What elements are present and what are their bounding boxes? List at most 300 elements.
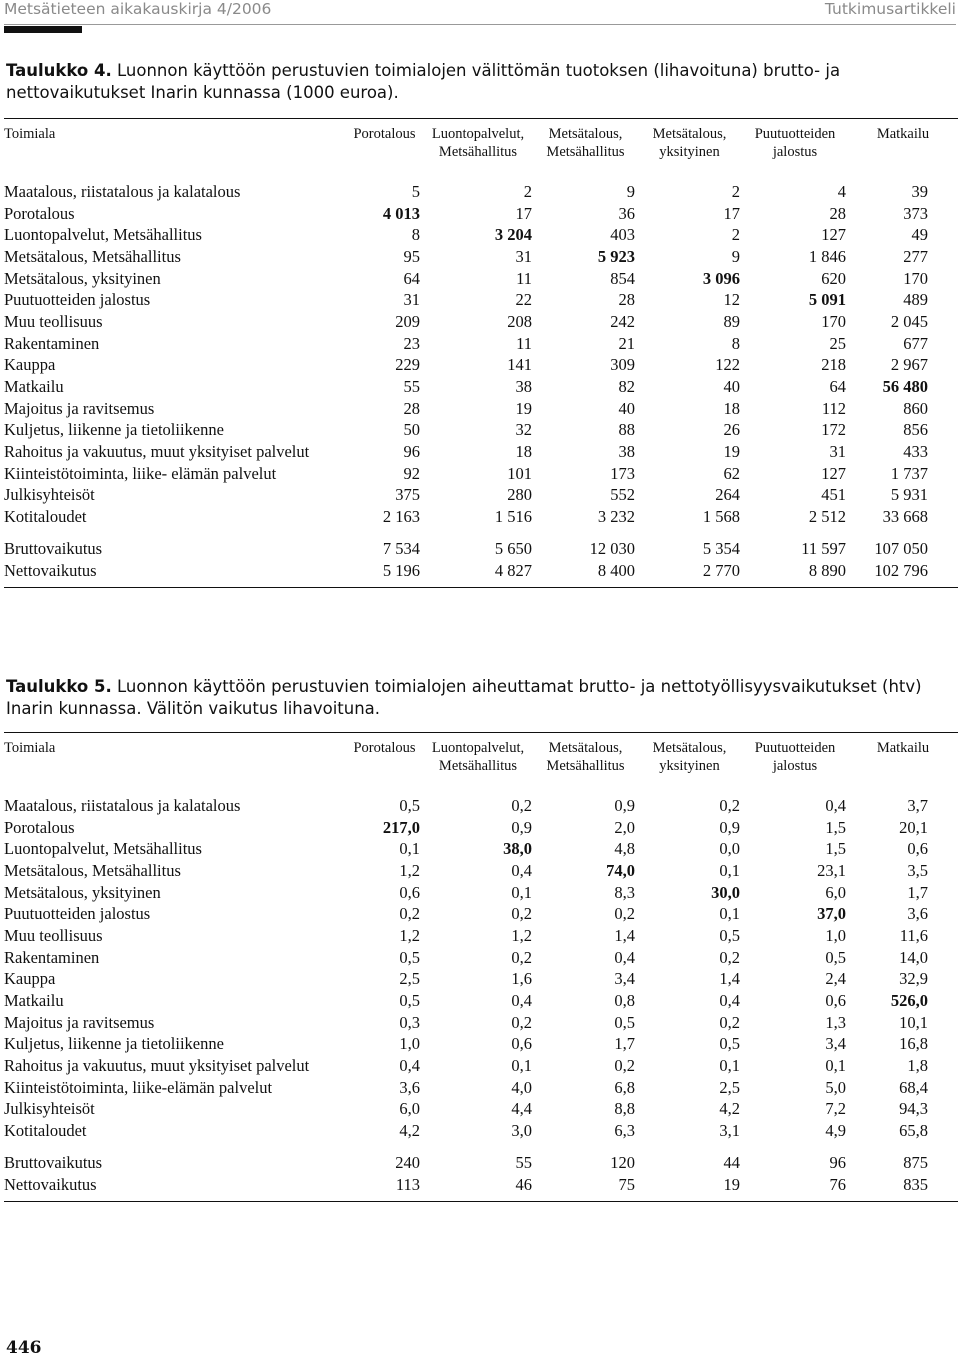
table-row: [4, 969, 958, 991]
table-cell: 264: [715, 485, 740, 505]
table-cell: 26: [723, 420, 740, 440]
row-label: Muu teollisuus: [4, 311, 103, 331]
table-cell: 0,0: [719, 839, 740, 859]
table-cell: 0,2: [719, 795, 740, 815]
table-cell: 0,9: [511, 817, 532, 837]
table-cell: 8,3: [614, 882, 635, 902]
row-label: Luontopalvelut, Metsähallitus: [4, 839, 202, 859]
table-cell: 1,2: [511, 925, 532, 945]
table-cell: 1,5: [825, 817, 846, 837]
table-cell: 0,1: [511, 882, 532, 902]
table-cell: 0,2: [511, 947, 532, 967]
table-cell: 1,8: [907, 1056, 928, 1076]
row-label: Matkailu: [4, 991, 64, 1011]
row-label: Kiinteistötoiminta, liike-elämän palvelut: [4, 1077, 273, 1097]
table-cell: 277: [903, 246, 928, 266]
table-cell: 373: [903, 203, 928, 223]
row-label: Kiinteistötoiminta, liike- elämän palvelut: [4, 463, 277, 483]
table-cell: 0,5: [399, 947, 420, 967]
table-cell: 37,0: [817, 904, 846, 924]
table-cell: 5 650: [494, 538, 532, 558]
table-cell: 49: [911, 225, 928, 245]
table-row: [4, 441, 958, 463]
column-header-line2: Metsähallitus: [438, 758, 518, 774]
table5-caption: [6, 676, 958, 720]
column-header-line2: Metsähallitus: [438, 144, 518, 160]
table4: [4, 118, 958, 588]
table-cell: 5 923: [597, 246, 635, 266]
table-cell: 112: [821, 398, 846, 418]
table-cell: 4,9: [825, 1121, 846, 1141]
table-cell: 0,5: [719, 925, 740, 945]
table-cell: 0,2: [719, 1012, 740, 1032]
table-cell: 62: [723, 463, 740, 483]
table-cell: 0,4: [511, 991, 532, 1011]
table-cell: 1 568: [702, 507, 740, 527]
table4-caption: [6, 60, 958, 104]
table-row: [4, 1055, 958, 1077]
table-cell: 76: [742, 1174, 848, 1202]
table-row: [4, 224, 958, 246]
table-cell: 2 163: [382, 507, 420, 527]
table-row: [4, 1012, 958, 1034]
table-cell: 22: [515, 290, 532, 310]
table-cell: 875: [903, 1152, 928, 1172]
table-cell: 860: [903, 398, 928, 418]
table-cell: 23,1: [817, 860, 846, 880]
table-row: [4, 990, 958, 1012]
column-header: [422, 733, 534, 786]
table-row: [4, 882, 958, 904]
table-cell: 7,2: [825, 1099, 846, 1119]
table-row: [4, 795, 958, 817]
table-cell: 107 050: [874, 538, 928, 558]
table-cell: 2 045: [890, 311, 928, 331]
table-row: [4, 311, 958, 333]
row-label: Rakentaminen: [4, 947, 100, 967]
table-cell: 1,2: [399, 860, 420, 880]
table-cell: 0,3: [399, 1012, 420, 1032]
table-cell: 208: [507, 311, 532, 331]
table-cell: 4,4: [511, 1099, 532, 1119]
column-header-line1: Toimiala: [4, 126, 56, 142]
table-cell: 0,6: [907, 839, 928, 859]
header-rule: [4, 24, 956, 25]
table-cell: 3,7: [907, 795, 928, 815]
table-cell: 120: [610, 1152, 635, 1172]
table-row: [4, 289, 958, 311]
table-cell: 1,6: [511, 969, 532, 989]
table-cell: 40: [618, 398, 635, 418]
table-cell: 11: [516, 333, 532, 353]
table-cell: 18: [723, 398, 740, 418]
table-cell: 172: [821, 420, 846, 440]
table-cell: 8 890: [742, 560, 848, 588]
table-row: [4, 376, 958, 398]
column-header-line1: Metsätalous,: [548, 740, 623, 756]
table-cell: 1 737: [890, 463, 928, 483]
table-cell: 835: [848, 1174, 958, 1202]
table-cell: 9: [731, 246, 740, 266]
table-row: [4, 560, 958, 588]
table-cell: 3,6: [399, 1077, 420, 1097]
table-cell: 1,0: [399, 1034, 420, 1054]
column-header-line1: Metsätalous,: [548, 126, 623, 142]
table-cell: 170: [903, 268, 928, 288]
table-cell: 170: [821, 311, 846, 331]
table-cell: 3,0: [511, 1121, 532, 1141]
column-header-line2: Metsähallitus: [546, 144, 625, 160]
column-header: [4, 119, 347, 172]
row-label: Kuljetus, liikenne ja tietoliikenne: [4, 420, 224, 440]
table-cell: 8,8: [614, 1099, 635, 1119]
column-header-line2: yksityinen: [659, 144, 720, 160]
table-cell: 122: [715, 355, 740, 375]
table-cell: 0,2: [614, 1056, 635, 1076]
table-cell: 101: [507, 463, 532, 483]
table-cell: 11 597: [801, 538, 846, 558]
table-cell: 9: [626, 181, 635, 201]
table-row: [4, 1174, 958, 1202]
table-cell: 677: [903, 333, 928, 353]
table-row: [4, 925, 958, 947]
table-cell: 2: [731, 225, 740, 245]
table-cell: 0,4: [399, 1056, 420, 1076]
table-cell: 0,1: [719, 904, 740, 924]
table-cell: 65,8: [899, 1121, 928, 1141]
header-accent-bar: [4, 26, 82, 33]
table-cell: 55: [403, 377, 420, 397]
row-label: Metsätalous, Metsähallitus: [4, 246, 181, 266]
table-cell: 3,1: [719, 1121, 740, 1141]
table-cell: 854: [610, 268, 635, 288]
table-cell: 4,2: [719, 1099, 740, 1119]
table-cell: 0,2: [614, 904, 635, 924]
table-cell: 6,0: [825, 882, 846, 902]
page-number: 446: [6, 1338, 42, 1358]
row-label: Majoitus ja ravitsemus: [4, 398, 155, 418]
table-cell: 526,0: [890, 991, 928, 1011]
journal-title: Metsätieteen aikakauskirja 4/2006: [4, 0, 272, 18]
table-cell: 88: [618, 420, 635, 440]
column-header-line2: jalostus: [772, 144, 818, 160]
row-label: Julkisyhteisöt: [4, 1099, 95, 1119]
section-label: Tutkimusartikkeli: [824, 0, 956, 18]
column-header-line1: Toimiala: [4, 740, 56, 756]
table-cell: 92: [403, 463, 420, 483]
table-cell: 5 931: [890, 485, 928, 505]
table-cell: 3 096: [702, 268, 740, 288]
table-row: [4, 246, 958, 268]
column-header-line1: Porotalous: [353, 126, 416, 142]
table-cell: 217,0: [382, 817, 420, 837]
table-cell: 0,1: [719, 860, 740, 880]
table-cell: 50: [403, 420, 420, 440]
table-cell: 5: [411, 181, 420, 201]
table-cell: 31: [829, 442, 846, 462]
table-cell: 1,3: [825, 1012, 846, 1032]
table-cell: 31: [515, 246, 532, 266]
row-label: Muu teollisuus: [4, 925, 103, 945]
table-cell: 0,5: [825, 947, 846, 967]
column-header: [742, 733, 848, 786]
column-header-line1: Matkailu: [876, 126, 930, 142]
table-cell: 4 827: [422, 560, 534, 588]
table-cell: 0,5: [614, 1012, 635, 1032]
row-label: Porotalous: [4, 203, 75, 223]
table-cell: 2 770: [637, 560, 742, 588]
table-cell: 18: [515, 442, 532, 462]
table-cell: 173: [610, 463, 635, 483]
table-cell: 2: [523, 181, 532, 201]
table-cell: 38: [618, 442, 635, 462]
column-header-line2: jalostus: [772, 758, 818, 774]
table-cell: 12: [723, 290, 740, 310]
table-cell: 96: [403, 442, 420, 462]
table-row: [4, 420, 958, 442]
table-cell: 32: [515, 420, 532, 440]
table-cell: 4,2: [399, 1121, 420, 1141]
row-label: Kauppa: [4, 355, 56, 375]
table-row: [4, 1099, 958, 1121]
table-cell: 0,1: [825, 1056, 846, 1076]
table-cell: 44: [723, 1152, 740, 1172]
row-label: Metsätalous, Metsähallitus: [4, 860, 181, 880]
column-header-line1: Metsätalous,: [652, 126, 727, 142]
table-cell: 75: [534, 1174, 637, 1202]
table-cell: 0,4: [511, 860, 532, 880]
table-cell: 0,6: [825, 991, 846, 1011]
table-cell: 0,5: [719, 1034, 740, 1054]
table-cell: 82: [618, 377, 635, 397]
table-cell: 127: [821, 463, 846, 483]
table-cell: 96: [829, 1152, 846, 1172]
table-cell: 0,1: [399, 839, 420, 859]
column-header-line2: Metsähallitus: [546, 758, 625, 774]
column-header-line1: Luontopalvelut,: [431, 126, 525, 142]
table-cell: 5,0: [825, 1077, 846, 1097]
table-cell: 56 480: [882, 377, 928, 397]
column-header: [422, 119, 534, 172]
table-cell: 17: [515, 203, 532, 223]
table-cell: 6,8: [614, 1077, 635, 1097]
table-cell: 0,9: [719, 817, 740, 837]
row-label: Metsätalous, yksityinen: [4, 268, 161, 288]
row-label: Bruttovaikutus: [4, 538, 103, 558]
table-row: [4, 506, 958, 528]
column-header: [347, 733, 422, 786]
table-row: [4, 1077, 958, 1099]
row-label: Kotitaloudet: [4, 1121, 87, 1141]
table-cell: 21: [618, 333, 635, 353]
table-cell: 4,8: [614, 839, 635, 859]
row-label: Metsätalous, yksityinen: [4, 882, 161, 902]
table4-caption-text: Luonnon käyttöön perustuvien toimialojen välittömän tuotoksen (lihavoituna) brutto- ja nettovaikutukset Inarin kunnassa (1000 euroa).: [6, 61, 841, 102]
table-cell: 19: [723, 442, 740, 462]
table-cell: 1,7: [614, 1034, 635, 1054]
table-cell: 1,7: [907, 882, 928, 902]
table-cell: 32,9: [899, 969, 928, 989]
table-cell: 6,0: [399, 1099, 420, 1119]
row-label: Rakentaminen: [4, 333, 100, 353]
table-cell: 0,5: [399, 991, 420, 1011]
table-cell: 1 516: [494, 507, 532, 527]
table-cell: 375: [395, 485, 420, 505]
table-cell: 127: [821, 225, 846, 245]
table-row: [4, 838, 958, 860]
table-cell: 3,4: [825, 1034, 846, 1054]
table-cell: 2 512: [808, 507, 846, 527]
table-cell: 4: [837, 181, 846, 201]
table-cell: 19: [515, 398, 532, 418]
column-header-line1: Luontopalvelut,: [431, 740, 525, 756]
row-label: Porotalous: [4, 817, 75, 837]
table-row: [4, 181, 958, 203]
row-label: Luontopalvelut, Metsähallitus: [4, 225, 202, 245]
table-cell: 38: [515, 377, 532, 397]
row-label: Julkisyhteisöt: [4, 485, 95, 505]
row-label: Maatalous, riistatalous ja kalatalous: [4, 795, 241, 815]
table-cell: 31: [403, 290, 420, 310]
table-cell: 4 013: [382, 203, 420, 223]
table-cell: 40: [723, 377, 740, 397]
table-cell: 8: [731, 333, 740, 353]
table-cell: 1,4: [614, 925, 635, 945]
table-cell: 33 668: [882, 507, 928, 527]
table-cell: 68,4: [899, 1077, 928, 1097]
table-row: [4, 817, 958, 839]
table-cell: 0,4: [614, 947, 635, 967]
table-row: [4, 398, 958, 420]
table-cell: 0,6: [511, 1034, 532, 1054]
column-header: [4, 733, 347, 786]
table-cell: 242: [610, 311, 635, 331]
table-cell: 3,5: [907, 860, 928, 880]
table-cell: 5 354: [702, 538, 740, 558]
column-header: [347, 119, 422, 172]
table-cell: 2,4: [825, 969, 846, 989]
table-cell: 141: [507, 355, 532, 375]
table5: [4, 732, 958, 1202]
table-row: [4, 463, 958, 485]
table-row: [4, 203, 958, 225]
table-cell: 3,6: [907, 904, 928, 924]
table-cell: 280: [507, 485, 532, 505]
table-row: [4, 1152, 958, 1174]
row-label: Nettovaikutus: [4, 1174, 347, 1202]
table-cell: 12 030: [589, 538, 635, 558]
table-cell: 17: [723, 203, 740, 223]
column-header-line1: Matkailu: [876, 740, 930, 756]
table-cell: 0,2: [511, 1012, 532, 1032]
table-cell: 0,2: [511, 904, 532, 924]
column-header: [637, 733, 742, 786]
table-row: [4, 538, 958, 560]
column-header: [534, 733, 637, 786]
table-cell: 489: [903, 290, 928, 310]
table-cell: 6,3: [614, 1121, 635, 1141]
table-cell: 46: [422, 1174, 534, 1202]
table-row: [4, 355, 958, 377]
table-cell: 5 196: [347, 560, 422, 588]
column-header-line2: yksityinen: [659, 758, 720, 774]
row-label: Puutuotteiden jalostus: [4, 904, 151, 924]
column-header-line1: Metsätalous,: [652, 740, 727, 756]
table-cell: 2,5: [719, 1077, 740, 1097]
table-cell: 38,0: [503, 839, 532, 859]
row-label: Rahoitus ja vakuutus, muut yksityiset palvelut: [4, 1056, 310, 1076]
table-cell: 14,0: [899, 947, 928, 967]
table-cell: 3,4: [614, 969, 635, 989]
table-cell: 11,6: [899, 925, 928, 945]
table-cell: 240: [395, 1152, 420, 1172]
table-cell: 89: [723, 311, 740, 331]
table-cell: 23: [403, 333, 420, 353]
table-cell: 16,8: [899, 1034, 928, 1054]
table-cell: 8 400: [534, 560, 637, 588]
table-cell: 1,0: [825, 925, 846, 945]
table-cell: 2 967: [890, 355, 928, 375]
table-row: [4, 860, 958, 882]
table-cell: 4,0: [511, 1077, 532, 1097]
table-cell: 5 091: [808, 290, 846, 310]
table-row: [4, 903, 958, 925]
table-cell: 1,4: [719, 969, 740, 989]
row-label: Kuljetus, liikenne ja tietoliikenne: [4, 1034, 224, 1054]
row-label: Kotitaloudet: [4, 507, 87, 527]
table-cell: 7 534: [382, 538, 420, 558]
table-cell: 28: [829, 203, 846, 223]
row-label: Nettovaikutus: [4, 560, 347, 588]
table5-caption-text: Luonnon käyttöön perustuvien toimialojen aiheuttamat brutto- ja nettotyöllisyysvaikutukset (htv) Inarin kunnassa. Välitön vaikutus lihavoituna.: [6, 677, 922, 718]
column-header-line1: Puutuotteiden: [754, 740, 836, 756]
table-cell: 102 796: [848, 560, 958, 588]
table-cell: 3 232: [597, 507, 635, 527]
row-label: Majoitus ja ravitsemus: [4, 1012, 155, 1032]
table-cell: 0,1: [719, 1056, 740, 1076]
column-header-line1: Porotalous: [353, 740, 416, 756]
table-cell: 0,2: [719, 947, 740, 967]
table-cell: 403: [610, 225, 635, 245]
table-cell: 433: [903, 442, 928, 462]
table-row: [4, 333, 958, 355]
table-cell: 856: [903, 420, 928, 440]
row-label: Rahoitus ja vakuutus, muut yksityiset palvelut: [4, 442, 310, 462]
table4-label: Taulukko 4.: [6, 61, 112, 80]
table-cell: 113: [347, 1174, 422, 1202]
table-cell: 0,5: [399, 795, 420, 815]
table-cell: 30,0: [711, 882, 740, 902]
row-label: Kauppa: [4, 969, 56, 989]
table-row: [4, 947, 958, 969]
table-cell: 25: [829, 333, 846, 353]
table5-label: Taulukko 5.: [6, 677, 112, 696]
table-cell: 0,1: [511, 1056, 532, 1076]
table-cell: 8: [411, 225, 420, 245]
row-label: Bruttovaikutus: [4, 1152, 103, 1172]
table-cell: 10,1: [899, 1012, 928, 1032]
table-cell: 95: [403, 246, 420, 266]
column-header: [742, 119, 848, 172]
table-cell: 309: [610, 355, 635, 375]
table-cell: 1,2: [399, 925, 420, 945]
column-header-line1: Puutuotteiden: [754, 126, 836, 142]
table-cell: 94,3: [899, 1099, 928, 1119]
row-label: Matkailu: [4, 377, 64, 397]
table-cell: 2,5: [399, 969, 420, 989]
table-cell: 0,4: [719, 991, 740, 1011]
table-cell: 0,8: [614, 991, 635, 1011]
